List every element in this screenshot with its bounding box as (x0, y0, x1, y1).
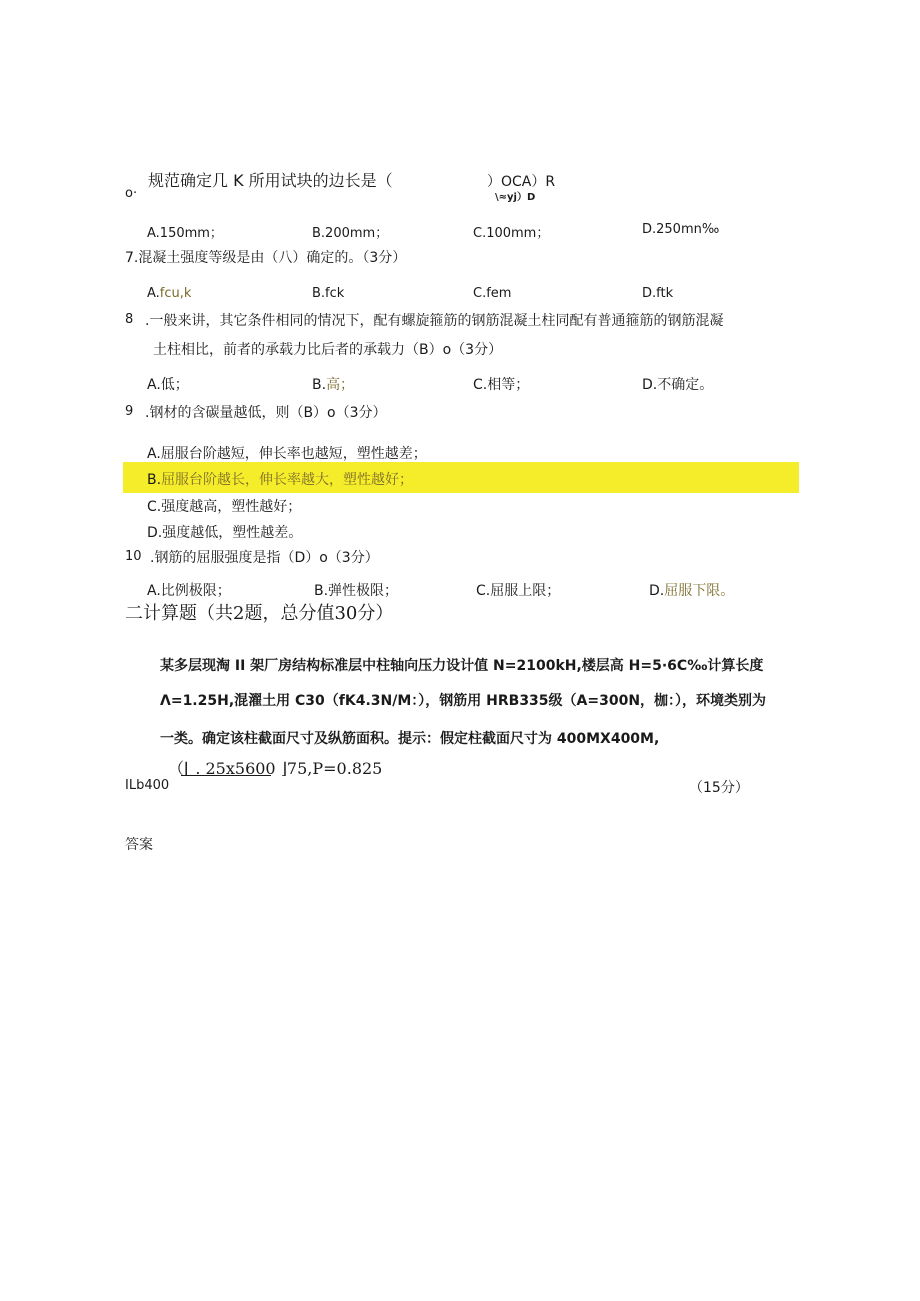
section2-line1: 某多层现淘 II 架厂房结构标准层中柱轴向压力设计值 N=2100kH,楼层高 H=5·6C‰计算长度 (160, 658, 764, 674)
section2-title: 二计算题（共2题，总分值30分） (125, 603, 394, 624)
q7-text: 7.混凝土强度等级是由（八）确定的。（3分） (125, 250, 407, 266)
q8-option-b-text: 高； (326, 377, 355, 393)
q8-option-a: A.低； (147, 377, 189, 393)
q8-line1: .一般来讲，其它条件相同的情况下，配有螺旋箍筋的钢筋混凝土柱同配有普通箍筋的钢筋混凝 (145, 313, 724, 329)
q9-option-b: B.屈服台阶越长，伸长率越大，塑性越好； (147, 472, 414, 488)
q10-option-d: D.屈服下限。 (649, 583, 735, 599)
q10-option-b: B.弹性极限； (314, 583, 399, 599)
q9-text: .钢材的含碳量越低，则（B）o（3分） (145, 405, 387, 421)
q9-number: 9 (125, 404, 134, 419)
q6-option-a: A.150mm； (147, 226, 223, 241)
q6-suffix: ）OCA）R (487, 174, 556, 190)
q7-option-b: B.fck (312, 286, 345, 301)
q9-option-c: C.强度越高，塑性越好； (147, 499, 302, 515)
section2-formula-sub: ILb400 (125, 778, 170, 793)
answer-label: 答案 (125, 837, 153, 853)
section2-line3: 一类。确定该柱截面尺寸及纵筋面积。提示：假定柱截面尺寸为 400MX400M, (160, 731, 660, 747)
q10-text: .钢筋的屈服强度是指（D）o（3分） (150, 550, 379, 566)
section2-line2: Λ=1.25H,混濯土用 C30（fK4.3N/M：），钢筋用 HRB335级（A=300N，枷：），环境类别为 (160, 693, 767, 709)
section2-score: （15分） (689, 780, 749, 796)
q6-sub: \≈yj）D (495, 192, 536, 203)
q6-prefix: o· (125, 186, 138, 201)
q9-option-b-text: 屈服台阶越长，伸长率越大，塑性越好； (161, 472, 414, 488)
q6-option-d: D.250mn‰ (642, 222, 720, 237)
q6-text: 规范确定几 K 所用试块的边长是（ (148, 171, 393, 190)
q8-number: 8 (125, 312, 134, 327)
q7-option-d: D.ftk (642, 286, 674, 301)
q6-option-c: C.100mm； (473, 226, 550, 241)
q8-option-b: B.高； (312, 377, 355, 393)
q9-option-a: A.屈服台阶越短，伸长率也越短，塑性越差； (147, 446, 427, 462)
q8-option-c: C.相等； (473, 377, 530, 393)
q8-line2: 土柱相比，前者的承载力比后者的承载力（B）o（3分） (153, 342, 503, 358)
q8-option-d: D.不确定。 (642, 377, 714, 393)
formula-fraction-bar (181, 775, 271, 776)
q10-number: 10 (125, 549, 142, 564)
q10-option-d-text: 屈服下限。 (664, 583, 735, 599)
q7-option-a: A.fcu,k (147, 286, 192, 301)
q10-option-a: A.比例极限； (147, 583, 231, 599)
q6-option-b: B.200mm； (312, 226, 389, 241)
q7-option-c: C.fem (473, 286, 512, 301)
q10-option-c: C.屈服上限； (476, 583, 561, 599)
q9-option-d: D.强度越低，塑性越差。 (147, 525, 303, 541)
q7-option-a-text: fcu,k (159, 286, 192, 301)
section2-formula: （⌊ . 25x5600 ⌋75,P=0.825 (168, 759, 383, 778)
